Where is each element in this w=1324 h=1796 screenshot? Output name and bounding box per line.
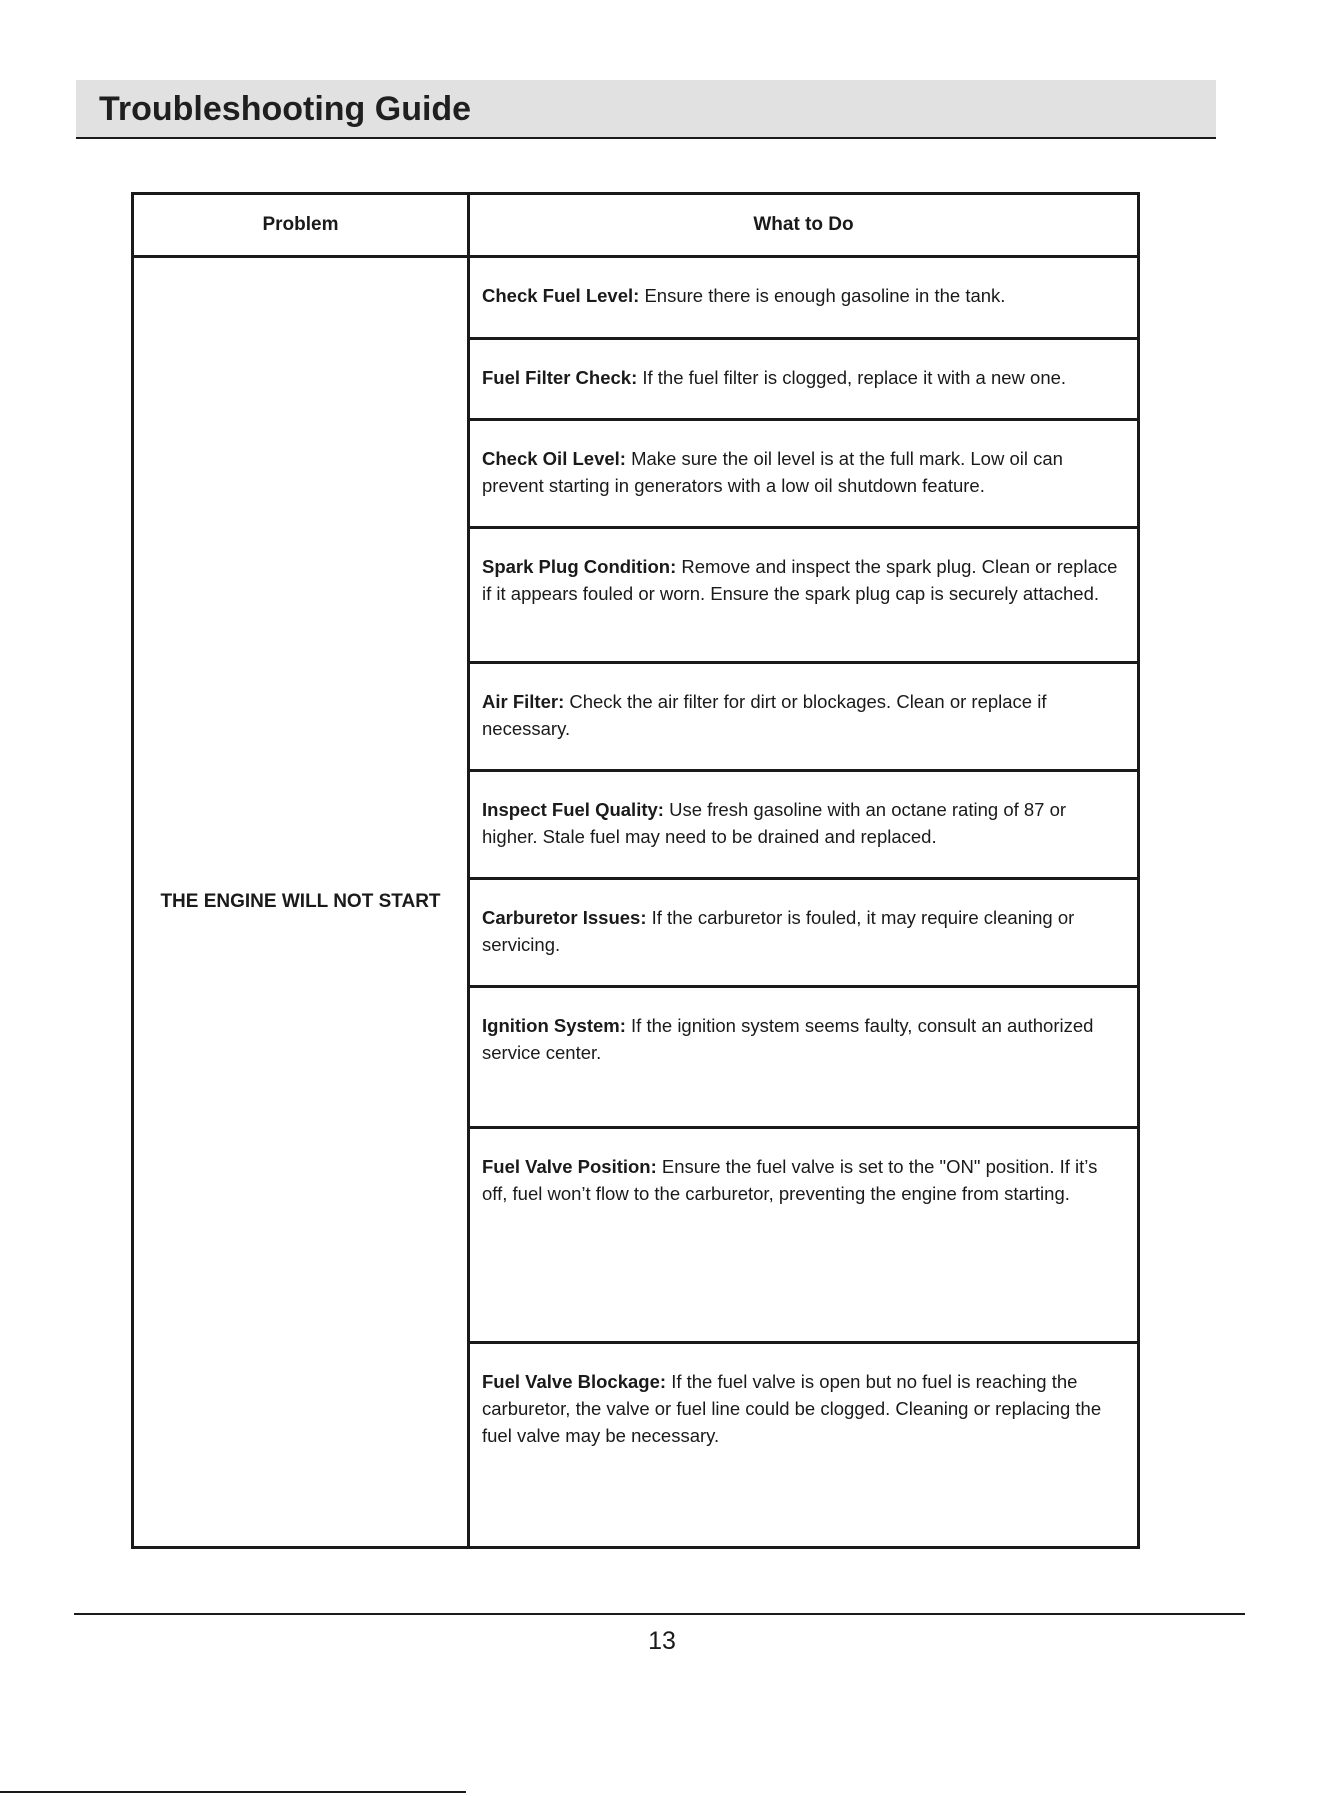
step-text: If the ignition system seems faulty, consult an authorized service center.	[482, 1015, 1094, 1063]
step-label: Ignition System:	[482, 1015, 626, 1036]
column-header-problem: Problem	[133, 194, 469, 257]
step-label: Carburetor Issues:	[482, 907, 647, 928]
step-cell-air-filter	[469, 663, 1139, 771]
bottom-edge-divider	[0, 1791, 466, 1793]
step-label: Check Fuel Level:	[482, 285, 640, 306]
step-cell-ignition-system	[469, 987, 1139, 1128]
step-text: Ensure there is enough gasoline in the tank.	[639, 285, 1006, 306]
step-text: Remove and inspect the spark plug. Clean or replace if it appears fouled or worn. Ensure the spark plug cap is securely attached.	[482, 556, 1118, 604]
step-cell-fuel-filter-check	[469, 339, 1139, 420]
step-text: If the fuel filter is clogged, replace it with a new one.	[637, 367, 1067, 388]
step-label: Inspect Fuel Quality:	[482, 799, 664, 820]
step-label: Fuel Filter Check:	[482, 367, 638, 388]
troubleshooting-table	[131, 192, 1140, 1549]
step-cell-check-fuel-level	[469, 257, 1139, 339]
problem-text: THE ENGINE WILL NOT START	[160, 891, 441, 912]
step-text: If the carburetor is fouled, it may require cleaning or servicing.	[482, 907, 1075, 955]
step-text: Check the air filter for dirt or blockages. Clean or replace if necessary.	[482, 691, 1047, 739]
step-text: Use fresh gasoline with an octane rating of 87 or higher. Stale fuel may need to be drained and replaced.	[482, 799, 1067, 847]
step-cell-fuel-valve-blockage	[469, 1343, 1139, 1548]
step-label: Spark Plug Condition:	[482, 556, 677, 577]
step-label: Fuel Valve Blockage:	[482, 1371, 667, 1392]
footer-divider	[74, 1613, 1245, 1615]
page-title: Troubleshooting Guide	[99, 90, 472, 128]
step-text: Ensure the fuel valve is set to the "ON" position. If it’s off, fuel won’t flow to the carburetor, preventing the engine from starting.	[482, 1156, 1098, 1204]
step-label: Check Oil Level:	[482, 448, 626, 469]
problem-cell	[133, 257, 469, 1548]
table-row	[133, 257, 1139, 339]
step-text: If the fuel valve is open but no fuel is reaching the carburetor, the valve or fuel line could be clogged. Cleaning or replacing the fuel valve may be necessary.	[482, 1371, 1102, 1446]
header-band	[76, 80, 1216, 139]
step-cell-carburetor-issues	[469, 879, 1139, 987]
column-header-what-to-do: What to Do	[469, 194, 1139, 257]
table-header-row	[133, 194, 1139, 257]
step-label: Air Filter:	[482, 691, 565, 712]
step-cell-fuel-valve-position	[469, 1128, 1139, 1343]
step-label: Fuel Valve Position:	[482, 1156, 657, 1177]
step-cell-inspect-fuel-quality	[469, 771, 1139, 879]
page-number: 13	[648, 1627, 676, 1655]
step-text: Make sure the oil level is at the full mark. Low oil can prevent starting in generators with a low oil shutdown feature.	[482, 448, 1063, 496]
step-cell-check-oil-level	[469, 420, 1139, 528]
step-cell-spark-plug-condition	[469, 528, 1139, 663]
